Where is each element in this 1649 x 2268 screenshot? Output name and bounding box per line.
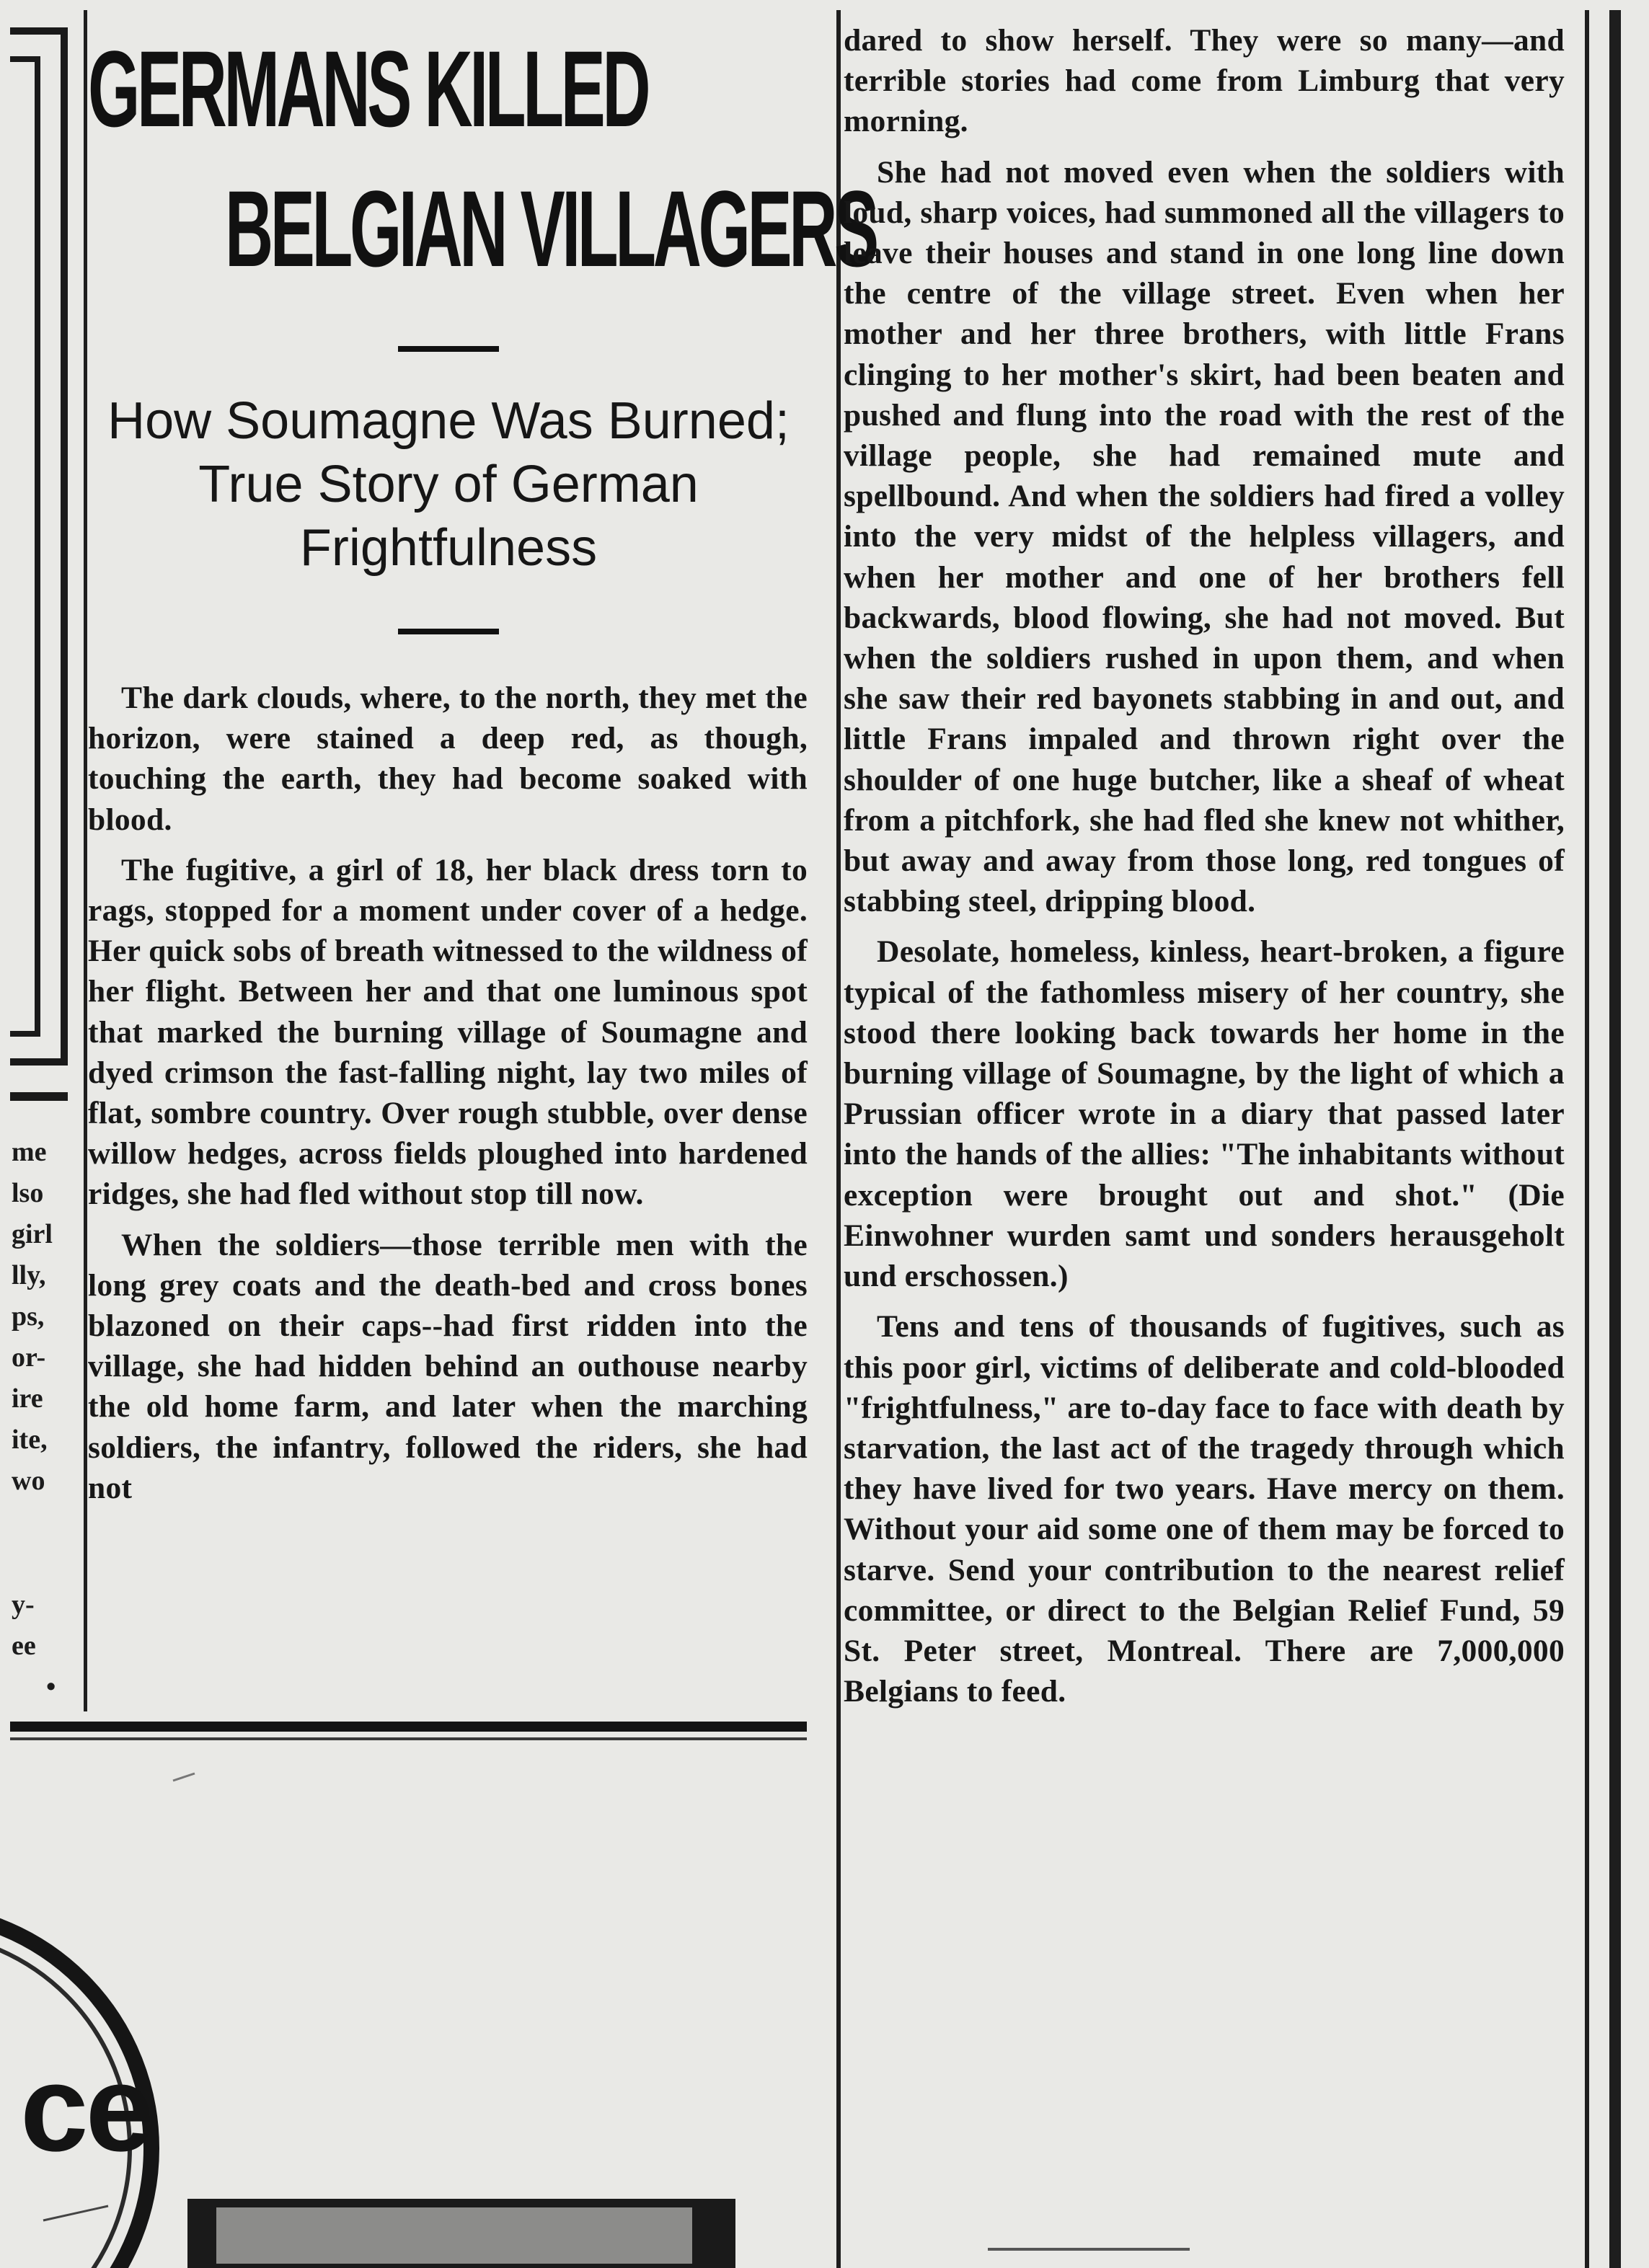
subheadline-line-3: Frightfulness xyxy=(299,519,598,577)
neighbor-column-text xyxy=(12,1132,69,1708)
neighbor-fragment: lso xyxy=(12,1178,44,1208)
subheadline xyxy=(88,389,809,580)
article-paragraph: The fugitive, a girl of 18, her black dress torn to rags, stopped for a moment under cover of a hedge. Her quick sobs of breath witnessed to the wildness of her flight. Between her and that one luminous spot that marked the burning village of Soumagne and dyed crimson the fast-falling night, lay two miles of flat, sombre country. Over rough stubble, over dense willow hedges, across fields ploughed into hardened ridges, she had fled without stop till now. xyxy=(88,852,808,1212)
article-paragraph-continued: dared to show herself. They were so many—and terrible stories had come from Limburg that very morning. xyxy=(844,23,1565,139)
neighbor-column-rule xyxy=(10,1092,68,1101)
neighbor-fragment: wo xyxy=(12,1466,45,1496)
neighbor-fragment: ee xyxy=(12,1631,36,1661)
column-rule-right xyxy=(1585,10,1589,2268)
subheadline-line-2: True Story of German xyxy=(198,456,699,513)
article-paragraph: The dark clouds, where, to the north, they met the horizon, were stained a deep red, as though, touching the earth, they had become soaked with blood. xyxy=(88,681,808,837)
headline-divider xyxy=(398,346,499,352)
neighbor-fragment: me xyxy=(12,1137,47,1167)
advertisement-fragment xyxy=(0,1745,815,2268)
ad-partial-word: ce xyxy=(20,2040,151,2177)
neighbor-fragment: or- xyxy=(12,1342,46,1373)
ad-seal-mark xyxy=(43,2206,108,2220)
section-rule-thin xyxy=(10,1737,807,1740)
section-rule-thick xyxy=(10,1722,807,1732)
neighbor-fragment: ite, xyxy=(12,1425,48,1455)
column-rule-left xyxy=(84,10,87,1711)
neighbor-fragment: • xyxy=(46,1672,56,1702)
column-rule-right-outer xyxy=(1609,10,1621,2268)
article-end-dash xyxy=(988,2248,1190,2251)
article-paragraph: She had not moved even when the soldiers with loud, sharp voices, had summoned all the villagers to leave their houses and stand in one long line down the centre of the village street. Even when her mother and her three brothers, with little Frans clinging to her mother's skirt, had been beaten and pushed and flung into the road with the rest of the village people, she had remained mute and spellbound. And when the soldiers had fired a volley into the very midst of the helpless villagers, and when her mother and one of her brothers fell backwards, blood flowing, she had not moved. But when the soldiers rushed in upon them, and when she saw their red bayonets stabbing in and out, and little Frans impaled and thrown right over the shoulder of one huge butcher, like a sheaf of wheat from a pitchfork, she had fled she knew not whither, but away and away from those long, red tongues of stabbing steel, dripping blood. xyxy=(844,154,1565,919)
headline-line-1: GERMANS KILLED xyxy=(88,28,648,149)
article-paragraph: When the soldiers—those terrible men with the long grey coats and the death-bed and cross bones blazoned on their caps--had first ridden into the village, she had hidden behind an outhouse nearby the old home farm, and later when the marching soldiers, the infantry, followed the riders, she had not xyxy=(88,1227,808,1505)
subheadline-line-1: How Soumagne Was Burned; xyxy=(107,392,790,450)
ad-circle-seal-graphic xyxy=(0,1745,815,2268)
subhead-divider xyxy=(398,629,499,634)
column-rule-middle xyxy=(836,10,841,2268)
ad-light-panel xyxy=(216,2207,692,2264)
neighbor-fragment-gap xyxy=(12,1502,69,1585)
article-paragraph: Tens and tens of thousands of fugitives, such as this poor girl, victims of deliberate and cold-blooded "frightfulness," are to-day face to face with death by starvation, the last act of the tragedy through which they have lived for two years. Have mercy on them. Without your aid some one of them may be forced to starve. Send your contribution to the nearest relief committee, or direct to the Belgian Relief Fund, 59 St. Peter street, Montreal. There are 7,000,000 Belgians to feed. xyxy=(844,1309,1565,1709)
neighbor-fragment: ps, xyxy=(12,1301,45,1332)
article-body-left xyxy=(88,678,808,1518)
article-paragraph: Desolate, homeless, kinless, heart-broken, a figure typical of the fathomless misery of her country, she stood there looking back towards her home in the burning village of Soumagne, by the light of which a Prussian officer wrote in a diary that passed later into the hands of the allies: "The inhabitants without exception were brought out and shot." (Die Einwohner wurden samt und sonders herausgeholt und erschossen.) xyxy=(844,934,1565,1294)
neighbor-box-inner-border xyxy=(10,56,40,1037)
neighbor-fragment: y- xyxy=(12,1590,35,1620)
ad-seal-mark xyxy=(173,1773,195,1781)
neighbor-fragment: lly, xyxy=(12,1260,46,1290)
headline-line-2: BELGIAN VILLAGERS xyxy=(225,168,876,289)
article-right-column xyxy=(844,20,1565,1722)
neighbor-fragment: ire xyxy=(12,1383,43,1414)
neighbor-fragment: girl xyxy=(12,1219,53,1249)
